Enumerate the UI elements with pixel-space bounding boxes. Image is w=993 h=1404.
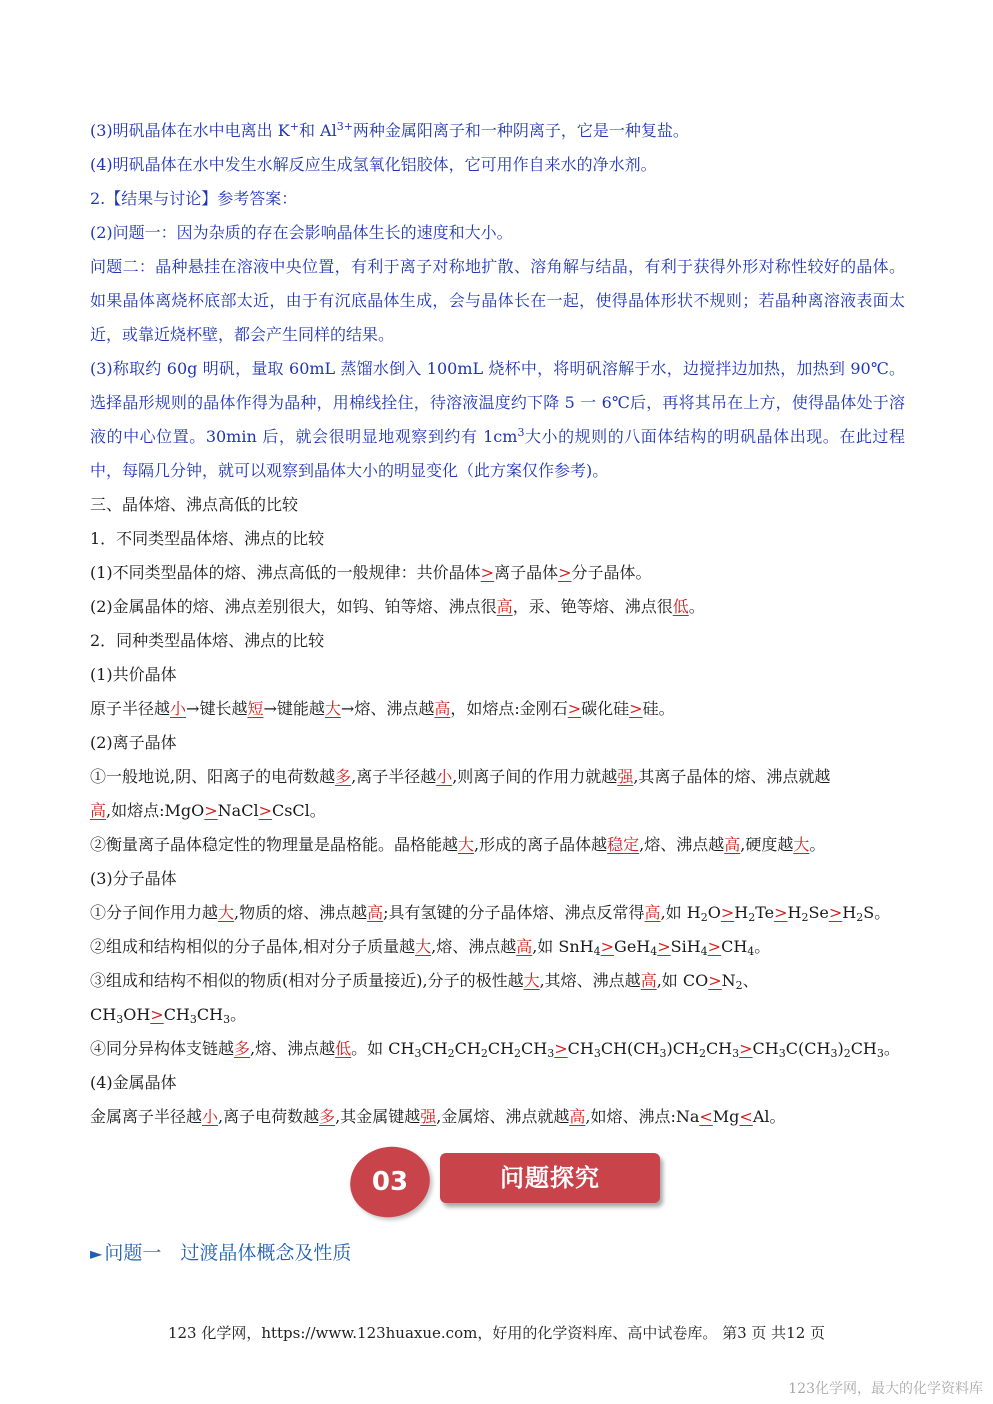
rule-line-metal xyxy=(90,590,905,624)
rule-line-general xyxy=(90,556,905,590)
molecular-rule-4 xyxy=(90,1032,905,1066)
blank-answer: > xyxy=(258,801,272,820)
text: ,如熔、沸点:Na xyxy=(585,1107,700,1126)
blank-answer: 高 xyxy=(496,597,513,616)
blank-answer: 强 xyxy=(617,767,634,786)
blank-answer: 小 xyxy=(170,699,187,718)
text: 。 xyxy=(230,1005,247,1024)
text: ,离子电荷数越 xyxy=(218,1107,320,1126)
text: O xyxy=(707,903,721,922)
text: ,其金属键越 xyxy=(335,1107,421,1126)
blank-answer: 低 xyxy=(672,597,689,616)
subscript: 3 xyxy=(876,1047,884,1060)
text: 、 xyxy=(742,971,759,990)
text: H xyxy=(842,903,857,922)
molecular-title: (3)分子晶体 xyxy=(90,869,177,888)
text: ，如熔点:金刚石 xyxy=(450,699,568,718)
subscript: 3 xyxy=(593,1047,601,1060)
blank-answer: 高 xyxy=(367,903,384,922)
text: ②组成和结构相似的分子晶体,相对分子质量越 xyxy=(90,937,416,956)
text: →熔、沸点越 xyxy=(340,699,435,718)
text: CH xyxy=(521,1039,548,1058)
text: OH xyxy=(123,1005,151,1024)
text: CH(CH xyxy=(600,1039,660,1058)
section-banner xyxy=(350,1143,670,1233)
text: ,如 H xyxy=(660,903,701,922)
subscript: 3 xyxy=(659,1047,667,1060)
text: 。 xyxy=(688,597,705,616)
blank-answer: 小 xyxy=(436,767,453,786)
blank-answer: 强 xyxy=(420,1107,437,1126)
text: Al。 xyxy=(752,1107,786,1126)
text: 。 xyxy=(754,937,771,956)
blank-answer: > xyxy=(720,903,735,922)
blank-answer: > xyxy=(739,1039,753,1058)
text: CH xyxy=(421,1039,448,1058)
subscript: 3 xyxy=(778,1047,786,1060)
answer-line-hydrolysis: (4)明矾晶体在水中发生水解反应生成氢氧化铝胶体，它可用作自来水的净水剂。 xyxy=(90,155,657,174)
text: ,如熔点:MgO xyxy=(106,801,205,820)
metallic-rule xyxy=(90,1100,905,1134)
subscript: 2 xyxy=(843,1047,851,1060)
blank-answer: > xyxy=(707,937,722,956)
subscript: 2 xyxy=(735,979,743,992)
text: CH xyxy=(705,1039,733,1058)
text: →键长越 xyxy=(186,699,248,718)
text: ②衡量离子晶体稳定性的物理量是晶格能。晶格能越 xyxy=(90,835,459,854)
blank-answer: 高 xyxy=(640,971,657,990)
subsection-heading: 2．同种类型晶体熔、沸点的比较 xyxy=(90,631,325,650)
text: CH xyxy=(752,1039,779,1058)
blank-answer: 大 xyxy=(415,937,432,956)
blank-answer: 大 xyxy=(458,835,475,854)
text: (2)金属晶体的熔、沸点差别很大，如钨、铂等熔、沸点很 xyxy=(90,597,497,616)
blank-answer: < xyxy=(699,1107,713,1126)
text: ,物质的熔、沸点越 xyxy=(234,903,368,922)
text: 。 xyxy=(809,835,826,854)
subscript: 3 xyxy=(732,1047,740,1060)
text: CH xyxy=(454,1039,481,1058)
text: Mg xyxy=(712,1107,740,1126)
molecular-rule-3 xyxy=(90,964,905,998)
blank-answer: > xyxy=(657,937,671,956)
ionic-rule-1 xyxy=(90,760,905,794)
text: (3)称取约 60g 明矾，量取 60mL 蒸馏水倒入 100mL 烧杯中，将明矾溶解于水，边搅拌边加热，加热到 90℃。选择晶形规则的晶体作得为晶种，用棉线拴住，待溶液温度约下降 5 一 6℃后，再将其吊在上方，使得晶体处于溶液的中心位置。30min 后，就会很明显地观察到约有 1cm xyxy=(90,359,905,446)
text: ,金属熔、沸点就越 xyxy=(436,1107,570,1126)
text: CH xyxy=(90,1005,117,1024)
text: 碳化硅 xyxy=(581,699,630,718)
text: )CH xyxy=(666,1039,699,1058)
watermark: 123化学网，最大的化学资料库 xyxy=(788,1381,983,1397)
text: GeH xyxy=(614,937,651,956)
text: →键能越 xyxy=(263,699,325,718)
text: 分子晶体。 xyxy=(571,563,652,582)
document-body xyxy=(90,114,905,1134)
section-number: 03 xyxy=(371,1167,409,1197)
blank-answer: > xyxy=(480,563,495,582)
text: ,熔、沸点越 xyxy=(639,835,725,854)
blank-answer: > xyxy=(828,903,843,922)
text: ,其离子晶体的熔、沸点就越 xyxy=(633,767,831,786)
text: H xyxy=(787,903,802,922)
triangle-bullet-icon: ► xyxy=(90,1244,103,1263)
superscript: 3+ xyxy=(336,120,353,133)
blank-answer: 高 xyxy=(724,835,741,854)
text: 大小的规则的八面体结构的明矾晶体出现。在此过程中，每隔几分钟，就可以观察到晶体大小的明显变化（此方案仅作参考)。 xyxy=(90,427,905,480)
subscript: 3 xyxy=(414,1047,422,1060)
blank-answer: > xyxy=(554,1039,568,1058)
subscript: 2 xyxy=(700,911,708,924)
subscript: 3 xyxy=(547,1047,555,1060)
text: Se xyxy=(808,903,829,922)
molecular-rule-1 xyxy=(90,896,905,930)
answer-question-two: 问题二：晶种悬挂在溶液中央位置，有利于离子对称地扩散、溶角解与结晶，有利于获得外形对称性较好的晶体。如果晶体离烧杯底部太近，由于有沉底晶体生成，会与晶体长在一起，使得晶体形状不规则；若晶种离溶液表面太近，或靠近烧杯壁，都会产生同样的结果。 xyxy=(90,257,905,344)
blank-answer: 短 xyxy=(247,699,264,718)
text: CH xyxy=(721,937,748,956)
text: 。 xyxy=(883,1039,900,1058)
blank-answer: 高 xyxy=(90,801,107,820)
subscript: 2 xyxy=(748,911,756,924)
molecular-rule-3-cont xyxy=(90,998,905,1032)
blank-answer: 多 xyxy=(319,1107,336,1126)
text: CH xyxy=(850,1039,877,1058)
text: ，汞、铯等熔、沸点很 xyxy=(512,597,673,616)
text: ,离子半径越 xyxy=(351,767,437,786)
subscript: 2 xyxy=(801,911,809,924)
text: ,熔、沸点越 xyxy=(250,1039,336,1058)
text: ④同分异构体支链越 xyxy=(90,1039,235,1058)
subsection-heading: 1．不同类型晶体熔、沸点的比较 xyxy=(90,529,325,548)
subscript: 4 xyxy=(700,945,708,958)
text: CsCl。 xyxy=(271,801,326,820)
subscript: 3 xyxy=(830,1047,838,1060)
text: Te xyxy=(755,903,775,922)
page-footer: 123 化学网，https://www.123huaxue.com，好用的化学资料库、高中试卷库。 第3 页 共12 页 xyxy=(167,1324,826,1342)
question-heading xyxy=(90,1236,351,1270)
subscript: 2 xyxy=(856,911,864,924)
subscript: 3 xyxy=(189,1013,197,1026)
text: N xyxy=(721,971,736,990)
subscript: 3 xyxy=(223,1013,231,1026)
subscript: 4 xyxy=(650,945,658,958)
section-heading: 三、晶体熔、沸点高低的比较 xyxy=(90,495,299,514)
text: CH xyxy=(567,1039,594,1058)
blank-answer: 低 xyxy=(335,1039,352,1058)
blank-answer: > xyxy=(774,903,788,922)
covalent-title: (1)共价晶体 xyxy=(90,665,177,684)
blank-answer: 稳定 xyxy=(607,835,640,854)
text: 离子晶体 xyxy=(494,563,559,582)
text: CH xyxy=(196,1005,224,1024)
blank-answer: > xyxy=(629,699,643,718)
ionic-rule-2 xyxy=(90,828,905,862)
text: SiH xyxy=(670,937,701,956)
ionic-title: (2)离子晶体 xyxy=(90,733,177,752)
blank-answer: 大 xyxy=(523,971,540,990)
text: 和 Al xyxy=(298,121,337,140)
text: ,如 CO xyxy=(656,971,709,990)
text: ①分子间作用力越 xyxy=(90,903,219,922)
blank-answer: > xyxy=(204,801,218,820)
blank-answer: 多 xyxy=(234,1039,251,1058)
text: CH xyxy=(487,1039,515,1058)
superscript: + xyxy=(289,120,299,133)
subscript: 4 xyxy=(593,945,601,958)
answer-line-alum-ions xyxy=(90,114,905,148)
text: ,如 SnH xyxy=(532,937,594,956)
blank-answer: 高 xyxy=(434,699,451,718)
answer-heading-results: 2.【结果与讨论】参考答案： xyxy=(90,189,298,208)
superscript: 3 xyxy=(517,426,525,439)
text: 原子半径越 xyxy=(90,699,171,718)
text: S。 xyxy=(863,903,891,922)
subscript: 2 xyxy=(480,1047,488,1060)
text: ,熔、沸点越 xyxy=(431,937,517,956)
blank-answer: > xyxy=(567,699,582,718)
text: C(CH xyxy=(785,1039,831,1058)
text: ;具有氢键的分子晶体熔、沸点反常得 xyxy=(383,903,645,922)
text: NaCl xyxy=(217,801,259,820)
subscript: 2 xyxy=(514,1047,522,1060)
blank-answer: 多 xyxy=(335,767,352,786)
blank-answer: > xyxy=(150,1005,164,1024)
metallic-title: (4)金属晶体 xyxy=(90,1073,177,1092)
covalent-rule xyxy=(90,692,905,726)
text: 金属离子半径越 xyxy=(90,1107,203,1126)
blank-answer: 大 xyxy=(218,903,235,922)
subscript: 2 xyxy=(698,1047,706,1060)
text: ,硬度越 xyxy=(740,835,794,854)
text: 硅。 xyxy=(642,699,675,718)
text: ) xyxy=(837,1039,844,1058)
blank-answer: 大 xyxy=(793,835,810,854)
blank-answer: 高 xyxy=(516,937,533,956)
text: H xyxy=(734,903,749,922)
text: ,则离子间的作用力就越 xyxy=(452,767,618,786)
text: ①一般地说,阴、阳离子的电荷数越 xyxy=(90,767,336,786)
text: 两种金属阳离子和一种阴离子，它是一种复盐。 xyxy=(352,121,689,140)
question-title: 问题一 过渡晶体概念及性质 xyxy=(104,1242,352,1264)
blank-answer: 大 xyxy=(324,699,341,718)
ionic-rule-1-cont xyxy=(90,794,905,828)
molecular-rule-2 xyxy=(90,930,905,964)
subscript: 4 xyxy=(747,945,755,958)
answer-question-one: (2)问题一：因为杂质的存在会影响晶体生长的速度和大小。 xyxy=(90,223,513,242)
blank-answer: 高 xyxy=(569,1107,586,1126)
text: (3)明矾晶体在水中电离出 K xyxy=(90,121,290,140)
text: CH xyxy=(163,1005,190,1024)
blank-answer: > xyxy=(558,563,572,582)
text: (1)不同类型晶体的熔、沸点高低的一般规律：共价晶体 xyxy=(90,563,481,582)
blank-answer: 小 xyxy=(202,1107,219,1126)
text: ③组成和结构不相似的物质(相对分子质量接近),分子的极性越 xyxy=(90,971,524,990)
blank-answer: > xyxy=(600,937,615,956)
section-label: 问题探究 xyxy=(440,1153,660,1203)
blank-answer: > xyxy=(708,971,722,990)
blank-answer: 高 xyxy=(644,903,661,922)
text: 。如 CH xyxy=(351,1039,415,1058)
answer-procedure xyxy=(90,352,905,488)
text: ,形成的离子晶体越 xyxy=(474,835,608,854)
subscript: 3 xyxy=(116,1013,124,1026)
text: ,其熔、沸点越 xyxy=(539,971,641,990)
blank-answer: < xyxy=(739,1107,753,1126)
subscript: 2 xyxy=(447,1047,455,1060)
